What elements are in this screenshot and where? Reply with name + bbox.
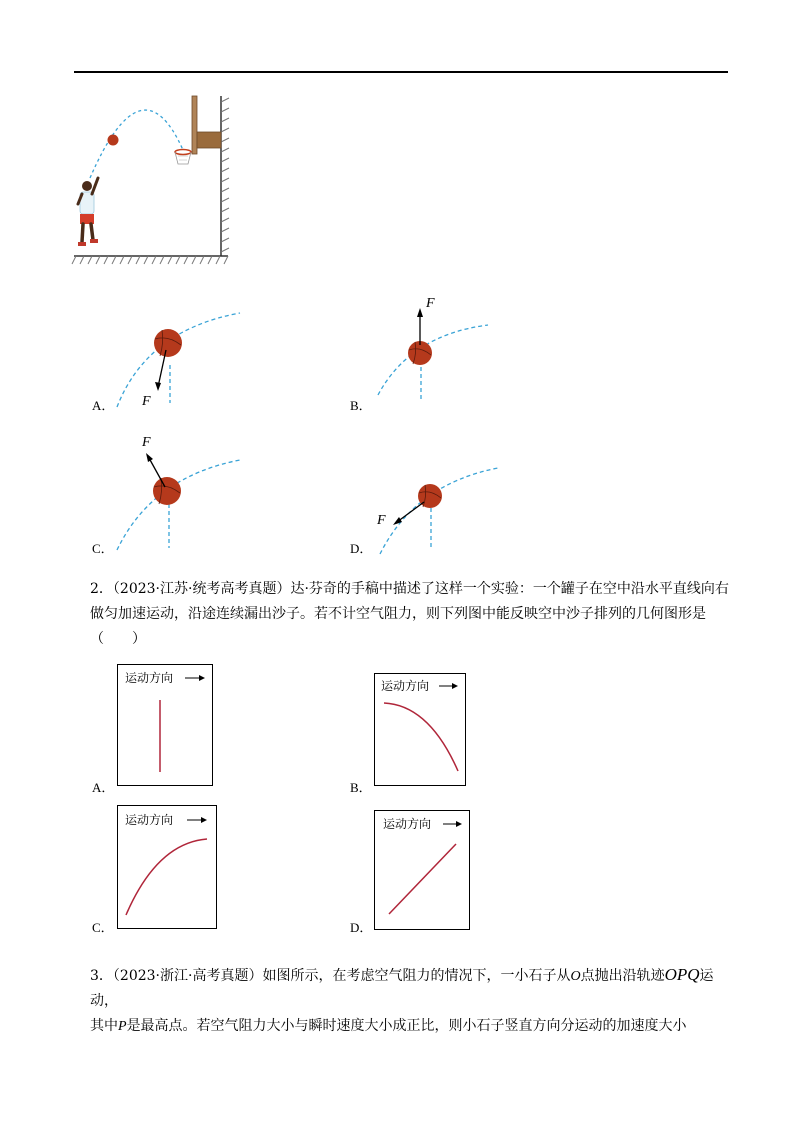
q2-option-b-figure: [374, 673, 466, 786]
q2-source: （2023·江苏·统考高考真题）: [112, 581, 291, 597]
q1-option-c-force-label: F: [142, 435, 151, 450]
q2-option-c-caption: 运动方向: [125, 813, 174, 827]
header-rule: [74, 71, 728, 73]
q3-text-1c: 运动，: [90, 968, 714, 1009]
q3-line-2: [90, 1014, 740, 1039]
q3-point-p: P: [118, 1019, 127, 1034]
q1-option-b-label[interactable]: B．: [350, 398, 372, 413]
q1-option-a-figure: [112, 305, 247, 415]
q2-option-c-label[interactable]: C．: [92, 920, 114, 935]
q2-option-a-figure: [117, 664, 213, 786]
q3-number: 3．: [90, 968, 113, 984]
q1-option-d-figure: [370, 462, 505, 557]
q2-text: 达·芬奇的手稿中描述了这样一个实验：一个罐子在空中沿水平直线向右做匀加速运动，沿途连续漏出沙子。若不计空气阻力，则下列图中能反映空中沙子排列的几何图形是（ ）: [90, 581, 729, 647]
q3-text-2b: 是最高点。若空气阻力大小与瞬时速度大小成正比，则小石子竖直方向分运动的加速度大小: [126, 1018, 687, 1034]
q3-source: （2023·浙江·高考真题）: [112, 968, 263, 984]
q1-option-c-label[interactable]: C．: [92, 541, 114, 556]
q2-option-c-figure: [117, 805, 217, 929]
basketball-scene-figure: [70, 92, 235, 272]
q2-option-d-label[interactable]: D．: [350, 920, 373, 935]
q2-option-b-label[interactable]: B．: [350, 780, 372, 795]
q3-line-1: [90, 962, 740, 1014]
q1-option-a-force-label: F: [142, 394, 151, 409]
q2-option-d-caption: 运动方向: [383, 817, 432, 831]
q1-option-d-force-label: F: [377, 513, 386, 528]
question-3: [90, 962, 740, 1039]
q3-point-o: O: [570, 969, 581, 984]
q1-option-d-label[interactable]: D．: [350, 541, 373, 556]
q1-option-b-figure: [370, 295, 495, 405]
q2-number: 2．: [90, 581, 113, 597]
q3-path: OPQ: [664, 965, 700, 984]
q1-option-b-force-label: F: [426, 296, 435, 311]
q2-option-a-caption: 运动方向: [125, 671, 174, 685]
q3-text-2a: 其中: [90, 1018, 118, 1034]
q3-text-1b: 点抛出沿轨迹: [580, 968, 665, 984]
q3-text-1a: 如图所示，在考虑空气阻力的情况下，一小石子从: [262, 968, 571, 984]
q2-option-a-label[interactable]: A．: [92, 780, 115, 795]
q2-option-b-caption: 运动方向: [381, 679, 430, 693]
question-2: [90, 577, 730, 652]
q1-option-a-label[interactable]: A．: [92, 398, 115, 413]
q2-option-d-figure: [374, 810, 470, 930]
q1-option-c-figure: [112, 432, 247, 552]
